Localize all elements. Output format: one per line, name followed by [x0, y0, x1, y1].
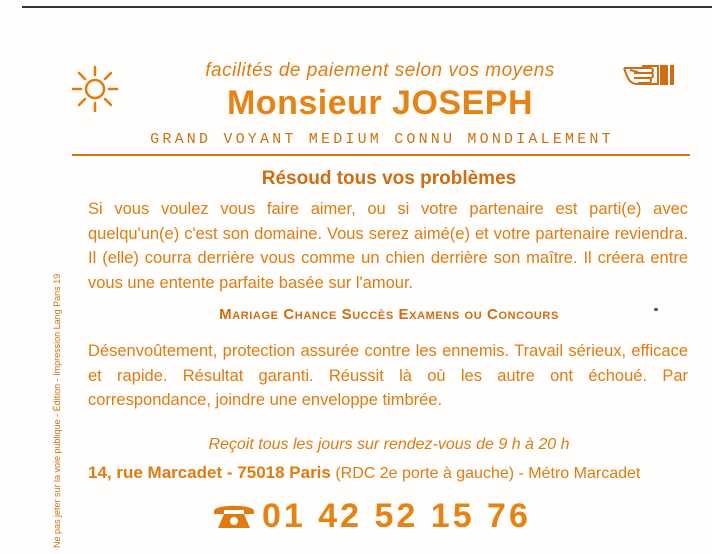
paragraph-love: Si vous voulez vous faire aimer, ou si votre partenaire est parti(e) avec quelqu'un(e) c'est son domaine. Vous serez aimé(e) et votre partenaire reviendra. Il (elle) courra derrière vous comme un chien derrière son maître. Il créera entre vous une entente parfaite basée sur l'amour.	[88, 200, 688, 292]
tagline: facilités de paiement selon vos moyens	[205, 60, 555, 81]
address-detail: (RDC 2e porte à gauche) - Métro Marcadet	[330, 465, 641, 482]
sun-icon	[70, 64, 120, 114]
ink-speck	[654, 308, 658, 311]
business-name: Monsieur JOSEPH	[226, 84, 533, 122]
services-line: Mariage Chance Succès Examens ou Concours	[219, 306, 559, 323]
phone-number: 01 42 52 15 76	[262, 496, 531, 535]
headline: Résoud tous vos problèmes	[261, 168, 517, 189]
divider-line	[72, 154, 690, 156]
top-border	[22, 6, 712, 8]
phone-row	[212, 496, 531, 536]
opening-hours: Reçoit tous les jours sur rendez-vous de 9 h à 20 h	[208, 436, 570, 453]
paragraph-protection: Désenvoûtement, protection assurée contre les ennemis. Travail sérieux, efficace et rapide. Résultat garanti. Réussit là où les autre ont échoué. Par correspondance, joindre une enveloppe timbrée.	[88, 342, 688, 409]
address	[88, 463, 688, 483]
subtitle: GRAND VOYANT MEDIUM CONNU MONDIALEMENT	[150, 131, 614, 148]
telephone-icon	[212, 501, 256, 531]
address-street: 14, rue Marcadet - 75018 Paris	[88, 463, 331, 482]
printer-notice: Ne pas jeter sur la voie publique - Édition - Impression Lang Paris 19	[52, 273, 62, 548]
